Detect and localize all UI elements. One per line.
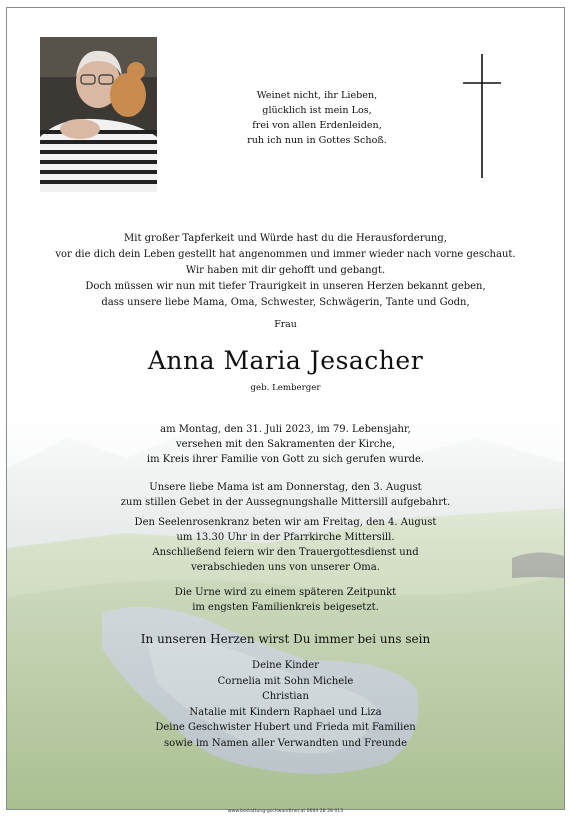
intro-line: vor die dich dein Leben gestellt hat angenommen und immer wieder nach vorne geschaut. [55, 249, 516, 260]
footer-contact: www.bestattung-gschwandtner.at 0664 28 28 013 [227, 809, 344, 814]
cross-icon [462, 54, 502, 178]
mourner-line: Christian [262, 691, 309, 702]
deceased-name: Anna Maria Jesacher [147, 346, 424, 375]
death-notice-line: versehen mit den Sakramenten der Kirche, [175, 439, 396, 450]
rosary-line: um 13.30 Uhr in der Pfarrkirche Mittersill. [176, 532, 395, 543]
mourner-line: Cornelia mit Sohn Michele [217, 675, 354, 687]
mourners-list [7, 658, 564, 751]
mourner-line: sowie im Namen aller Verwandten und Freunde [163, 737, 408, 749]
mourner-line: Deine Geschwister Hubert und Frieda mit Familien [155, 722, 416, 733]
poem [207, 88, 427, 148]
death-notice-line: am Montag, den 31. Juli 2023, im 79. Lebensjahr, [160, 424, 411, 435]
rosary-line: verabschieden uns von unserer Oma. [191, 562, 380, 573]
poem-line: frei von allen Erdenleiden, [252, 120, 382, 131]
motto: In unseren Herzen wirst Du immer bei uns sein [140, 632, 431, 646]
intro-line: Mit großer Tapferkeit und Würde hast du die Herausforderung, [124, 233, 447, 244]
laying-out-line: Unsere liebe Mama ist am Donnerstag, den 3. August [149, 482, 422, 493]
obituary-card [6, 7, 565, 810]
rosary-notice [7, 515, 564, 575]
mourner-line: Deine Kinder [252, 660, 319, 671]
intro-line: Wir haben mit dir gehofft und gebangt. [185, 265, 386, 276]
intro-text [7, 231, 564, 311]
intro-line: Doch müssen wir nun mit tiefer Traurigkeit in unseren Herzen bekannt geben, [85, 281, 486, 292]
poem-line: glücklich ist mein Los, [262, 105, 372, 116]
poem-line: ruh ich nun in Gottes Schoß. [247, 135, 387, 146]
urn-line: Die Urne wird zu einem späteren Zeitpunkt [174, 587, 397, 598]
intro-line: dass unsere liebe Mama, Oma, Schwester, Schwägerin, Tante und Godn, [101, 297, 470, 308]
mourner-line: Natalie mit Kindern Raphael und Liza [189, 706, 382, 718]
rosary-line: Anschließend feiern wir den Trauergottesdienst und [152, 547, 419, 558]
birth-name: geb. Lemberger [250, 383, 321, 393]
poem-line: Weinet nicht, ihr Lieben, [256, 90, 378, 101]
urn-notice [7, 585, 564, 615]
laying-out-line: zum stillen Gebet in der Aussegnungshalle Mittersill aufgebahrt. [120, 497, 451, 508]
salutation: Frau [274, 319, 297, 330]
portrait-photo [40, 37, 157, 192]
rosary-line: Den Seelenrosenkranz beten wir am Freitag, den 4. August [134, 517, 437, 528]
death-notice-line: im Kreis ihrer Familie von Gott zu sich gerufen wurde. [146, 454, 425, 465]
laying-out-notice [7, 480, 564, 510]
urn-line: im engsten Familienkreis beigesetzt. [192, 602, 379, 613]
death-notice [7, 422, 564, 467]
